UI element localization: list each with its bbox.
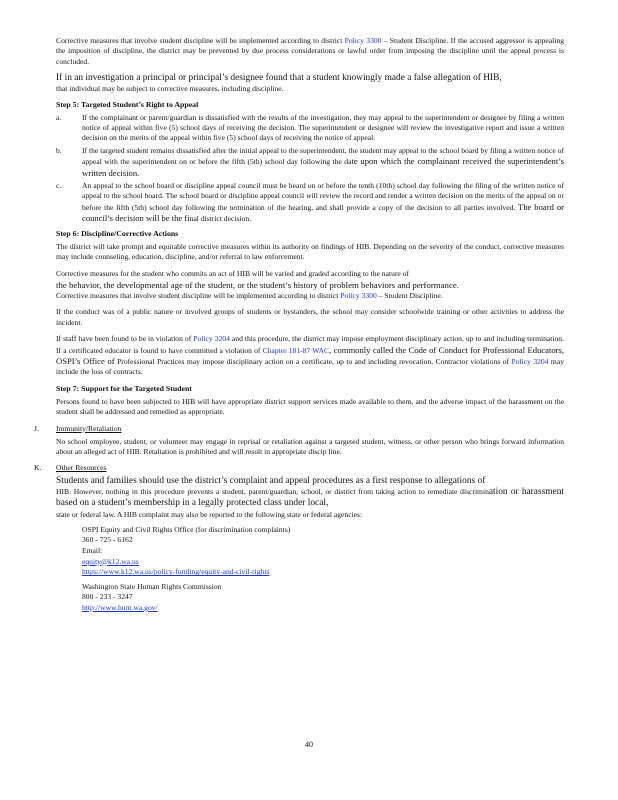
contact-human-rights bbox=[56, 582, 564, 614]
hum-url-link[interactable]: http://www.hum.wa.gov/ bbox=[82, 602, 158, 612]
appeal-list bbox=[56, 113, 564, 225]
policy-3300-link[interactable]: Policy 3300 bbox=[344, 36, 382, 45]
step-7-heading: Step 7: Support for the Targeted Student bbox=[56, 383, 192, 393]
page-number: 40 bbox=[305, 740, 313, 749]
contact-phone: 360 - 725 - 6162 bbox=[82, 535, 133, 545]
paragraph-staff-violation: If staff have been found to be in violation of Policy 3204 and this procedure, the district may impose employment disciplinary action, up to and including termination. If a certificated educator is found to have committed a violation of Chapter 181-87 WAC, commonly called the Code of Conduct for Professional Educators, OSPI’s Office of Professional Practices may impose disciplinary action on a certificate, up to and including revocation. Contractor violations of Policy 3204 may include the loss of contracts. bbox=[56, 334, 565, 377]
policy-3300-link[interactable]: Policy 3300 bbox=[340, 290, 377, 300]
step-5-heading: Step 5: Targeted Student’s Right to Appeal bbox=[56, 99, 199, 109]
contact-name: Washington State Human Rights Commission bbox=[82, 581, 222, 591]
paragraph-false-allegation: If in an investigation a principal or principal’s designee found that a student knowingly made a false allegation of HIB, that individual may be subject to corrective measures, including discipline. bbox=[56, 73, 502, 94]
step-6-heading: Step 6: Discipline/Corrective Actions bbox=[56, 228, 179, 238]
document-page bbox=[34, 36, 565, 618]
section-k-heading: K. Other Resources bbox=[34, 463, 107, 473]
list-item: b. If the targeted student remains dissatisfied after the initial appeal to the superintendent, the student may appeal to the school board by filing a written notice of appeal with the superintendent on or before the fifth (5th) school day following the date upon which the complainant received the superintendent’s written decision. bbox=[56, 145, 564, 178]
chapter-181-87-wac-link[interactable]: Chapter 181-87 WAC bbox=[262, 345, 330, 355]
policy-3204-link[interactable]: Policy 3204 bbox=[511, 356, 549, 366]
paragraph-retaliation: No school employee, student, or volunteer may engage in reprisal or retaliation against a targeted student, witness, or other person who brings forward information about an alleged act of HIB. Retaliation is prohibited and will result in appropriate discip line. bbox=[56, 436, 564, 456]
paragraph-corrective-measures: The district will take prompt and equitable corrective measures within its authority on findings of HIB. Depending on the severity of the conduct, corrective measures may include counseling, education, discipline, and/or referral to law enforcement. bbox=[56, 241, 564, 262]
paragraph-graded-measures: Corrective measures for the student who commits an act of HIB will be varied and graded according to the nature of the behavior, the developmental age of the student, or the student’s history of problem behaviors and performance. Corrective measures that involve student discipline will be implemented according to district Policy 3300 – Student Discipline. bbox=[56, 268, 459, 300]
contact-name: OSPI Equity and Civil Rights Office (for discrimination complaints) bbox=[82, 524, 291, 534]
paragraph-other-resources: Students and families should use the district’s complaint and appeal procedures as a first response to allegations of HIB. However, nothing in this procedure prevents a student, parent/guardian, school, or district from taking action to remediate discrimination or harassment based on a student’s membership in a legally protected class under local, state or federal law. A HIB complaint may also be reported to the following state or federal agencies: bbox=[56, 476, 565, 520]
list-item: c. An appeal to the school board or discipline appeal council must be heard on or before the tenth (10th) school day following the filing of the written notice of appeal to the school board. The school board or discipline appeal council will review the record and render a written decision on the merits of the appeal on or before the fifth (5th) school day following the termination of the hearing, and shall provide a copy of the decision to all parties involved. The board or council’s decision will be the final district decision. bbox=[56, 181, 564, 224]
ospi-url-link[interactable]: https://www.k12.wa.us/policy-funding/equity-and-civil-rights bbox=[82, 567, 270, 577]
section-j-heading: J. Immunity/Retaliation bbox=[34, 423, 122, 433]
paragraph-support: Persons found to have been subjected to HIB will have appropriate district support services made available to them, and the adverse impact of the harassment on the student shall be addressed and remedied as appropriate. bbox=[56, 396, 564, 417]
contact-phone: 800 - 233 - 3247 bbox=[82, 592, 133, 602]
paragraph-public-conduct: If the conduct was of a public nature or involved groups of students or bystanders, the school may consider schoolwide training or other activities to address the incident. bbox=[56, 307, 564, 327]
list-item: a. If the complainant or parent/guardian is dissatisfied with the results of the investigation, they may appeal to the superintendent or designee by filing a written notice of appeal within five (5) school days of receiving the decision. The superintendent or designee will review the investigative report and issue a written decision on the merits of the appeal within five (5) school days of receiving the notice of appeal. bbox=[56, 112, 564, 143]
contact-ospi: OSPI Equity and Civil Rights Office (for discrimination complaints) 360 - 725 - 6162 Email: equity@k12.wa.us https://www.k12.wa.us/policy-funding/equity-and-civil-rights bbox=[56, 525, 564, 578]
paragraph-discipline: Corrective measures that involve student discipline will be implemented according to district Policy 3300 – Student Discipline. If the accused aggressor is appealing the imposition of discipline, the district may be prevented by due process considerations or lawful order from imposing the discipline until the appeal process is concluded. bbox=[56, 36, 564, 66]
email-link[interactable]: equity@k12.wa.us bbox=[82, 556, 139, 566]
policy-3204-link[interactable]: Policy 3204 bbox=[193, 334, 230, 344]
